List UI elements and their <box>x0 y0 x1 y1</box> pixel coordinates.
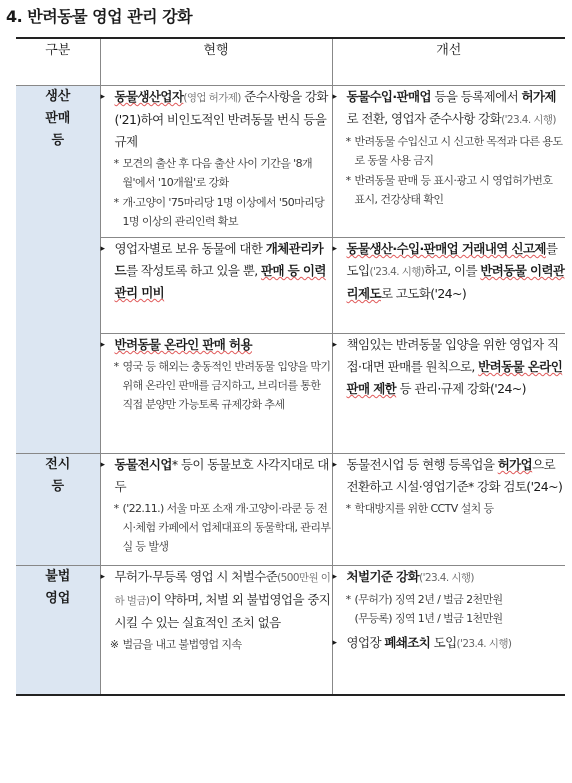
bullet-item: ▸ 동물전시업 등 현행 등록업을 허가업으로 전환하고 시설·영업기준* 강화 검토('24~) <box>333 454 566 498</box>
bullet-item: ▸ 동물전시업* 등이 동물보호 사각지대로 대두 <box>101 454 332 498</box>
improved-cell <box>332 566 565 696</box>
improved-cell <box>332 238 565 334</box>
note-item: * 반려동물 판매 등 표시·광고 시 영업허가번호 표시, 건강상태 확인 <box>345 174 553 206</box>
current-cell <box>100 334 332 454</box>
improved-cell <box>332 334 565 454</box>
note-item: * 반려동물 수입신고 시 신고한 목적과 다른 용도로 동물 사용 금지 <box>345 135 563 167</box>
current-cell <box>100 566 332 696</box>
category-production: 생산 판매 등 <box>16 86 100 454</box>
table-row <box>16 86 565 238</box>
improved-cell <box>332 86 565 238</box>
management-table <box>16 37 565 696</box>
bullet-icon: ▸ <box>100 572 105 582</box>
bullet-icon: ▸ <box>332 638 337 648</box>
current-cell <box>100 86 332 238</box>
page-title: 4. 반려동물 영업 관리 강화 <box>6 7 193 26</box>
bullet-icon: ▸ <box>332 92 337 102</box>
bullet-icon: ▸ <box>332 244 337 254</box>
header-row <box>16 38 565 86</box>
bullet-icon: ▸ <box>100 460 105 470</box>
bullet-item: ▸ 책임있는 반려동물 입양을 위한 영업자 직접·대면 판매를 원칙으로, 반려동물 온라인 판매 제한 등 관리·규제 강화('24~) <box>333 334 566 400</box>
note-item: * ('22.11.) 서울 마포 소재 개·고양이·라쿤 등 전시·체험 카페에서 업체대표의 동물학대, 관리부실 등 발생 <box>113 502 331 553</box>
category-illegal: 불법 영업 <box>16 566 100 696</box>
bullet-item: ▸ 처벌기준 강화('23.4. 시행) <box>333 566 566 589</box>
bullet-item: ▸ 영업자별로 보유 동물에 대한 개체관리카드를 작성토록 하고 있을 뿐, 판매 등 이력관리 미비 <box>101 238 332 304</box>
bullet-item: ▸ 동물생산·수입·판매업 거래내역 신고제를 도입('23.4. 시행)하고, 이를 반려동물 이력관리제도로 고도화('24~) <box>333 238 566 305</box>
bullet-item: ▸ 영업장 폐쇄조치 도입('23.4. 시행) <box>333 632 566 655</box>
bullet-icon: ▸ <box>100 340 105 350</box>
note-item: * 영국 등 해외는 충동적인 반려동물 입양을 막기 위해 온라인 판매를 금지하고, 브리더를 통한 직접 분양만 가능토록 규제강화 추세 <box>113 360 331 411</box>
note-item: ※ 벌금을 내고 불법영업 지속 <box>109 638 242 651</box>
bullet-icon: ▸ <box>332 340 337 350</box>
current-cell <box>100 238 332 334</box>
header-improved: 개선 <box>332 38 565 86</box>
table-row <box>16 566 565 696</box>
note-item: * 학대방지를 위한 CCTV 설치 등 <box>345 502 494 515</box>
table-row <box>16 454 565 566</box>
bullet-icon: ▸ <box>332 460 337 470</box>
improved-cell <box>332 454 565 566</box>
note-item: * 모견의 출산 후 다음 출산 사이 기간을 '8개월'에서 '10개월'로 강화 <box>113 157 313 189</box>
header-category: 구분 <box>16 38 100 86</box>
bullet-item: ▸ 동물수입·판매업 등을 등록제에서 허가제로 전환, 영업자 준수사항 강화('23.4. 시행) <box>333 86 566 131</box>
bullet-item: ▸ 반려동물 온라인 판매 허용 <box>101 334 332 356</box>
bullet-icon: ▸ <box>332 572 337 582</box>
current-cell <box>100 454 332 566</box>
header-current: 현행 <box>100 38 332 86</box>
bullet-icon: ▸ <box>100 92 105 102</box>
bullet-item: ▸ 무허가·무등록 영업 시 처벌수준(500만원 이하 벌금)이 약하며, 처벌 외 불법영업을 중지시킬 수 있는 실효적인 조치 없음 <box>101 566 332 634</box>
category-exhibition: 전시 등 <box>16 454 100 566</box>
bullet-icon: ▸ <box>100 244 105 254</box>
note-item: * 개·고양이 '75마리당 1명 이상에서 '50마리당 1명 이상의 관리인력 확보 <box>113 196 325 228</box>
bullet-item: ▸ 동물생산업자(영업 허가제) 준수사항을 강화('21)하여 비인도적인 반려동물 번식 등을 규제 <box>101 86 332 153</box>
note-item: * (무허가) 징역 2년 / 벌금 2천만원 (무등록) 징역 1년 / 벌금 1천만원 <box>345 593 503 625</box>
